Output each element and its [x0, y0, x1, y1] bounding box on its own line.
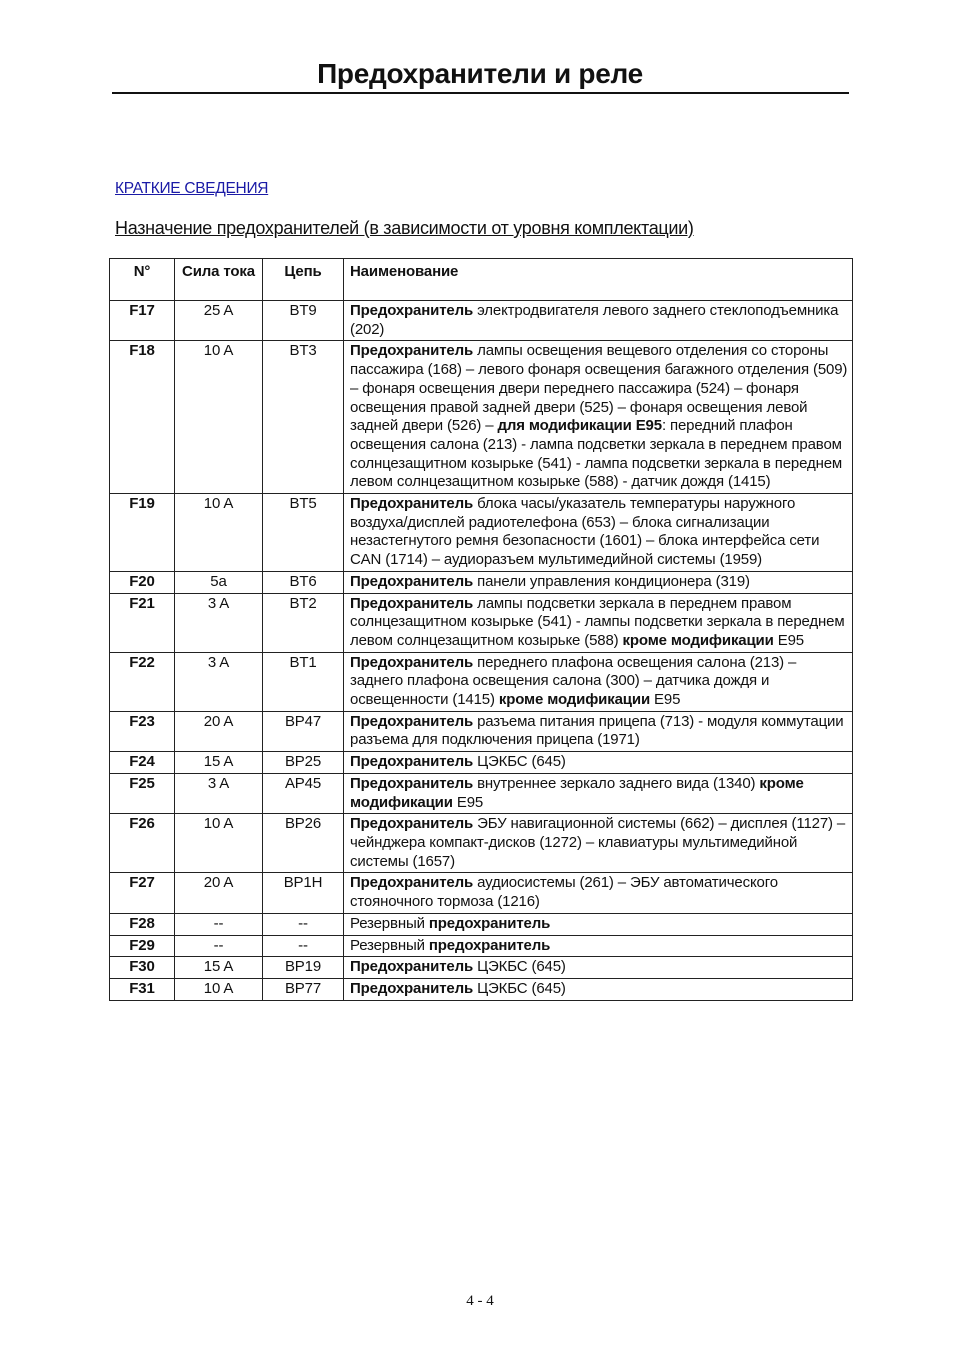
description-text: панели управления кондиционера (319) [473, 572, 750, 590]
fuse-description [344, 301, 853, 341]
fuse-current: -- [175, 913, 263, 935]
description-text: аудиосистемы (261) – ЭБУ автоматического стояночного тормоза (1216) [350, 874, 778, 911]
fuse-number: F26 [110, 814, 175, 873]
fuse-number: F30 [110, 957, 175, 979]
fuse-description [344, 341, 853, 494]
fuse-current: 15 A [175, 957, 263, 979]
column-header-current: Сила тока [175, 259, 263, 301]
fuse-description [344, 593, 853, 652]
table-row [110, 752, 853, 774]
fuse-current: 3 A [175, 773, 263, 813]
title-divider [112, 92, 849, 94]
description-bold-text: Предохранитель [350, 572, 474, 590]
fuse-number: F28 [110, 913, 175, 935]
description-bold-text: кроме модификации [622, 631, 774, 649]
table-row [110, 957, 853, 979]
fuse-number: F27 [110, 873, 175, 913]
fuse-circuit: BP25 [263, 752, 344, 774]
fuse-current: 25 A [175, 301, 263, 341]
fuse-circuit: BT6 [263, 571, 344, 593]
description-text: Резервный [350, 936, 429, 954]
description-text: ЭБУ навигационной системы (662) – дисплея (1127) – чейнджера компакт-дисков (1272) – клавиатуры мультимедийной системы (1657) [350, 815, 846, 870]
table-row [110, 873, 853, 913]
fuse-circuit: -- [263, 935, 344, 957]
fuse-number: F24 [110, 752, 175, 774]
fuse-number: F20 [110, 571, 175, 593]
description-text: ЦЭКБС (645) [473, 979, 566, 997]
fuse-number: F25 [110, 773, 175, 813]
fuse-circuit: BP1H [263, 873, 344, 913]
table-header-row [110, 259, 853, 301]
fuse-circuit: BT9 [263, 301, 344, 341]
fuse-description [344, 652, 853, 711]
description-text: лампы освещения вещевого отделения со стороны пассажира (168) – левого фонаря освещения багажного отделения (509) – фонаря освещения двери переднего пассажира (524) – фонаря освещения правой задней двери (525) – фонаря освещения левой задней двери (526) – [350, 342, 848, 435]
table-row [110, 935, 853, 957]
table-row [110, 978, 853, 1000]
fuse-description [344, 873, 853, 913]
column-header-circuit: Цепь [263, 259, 344, 301]
fuse-current: 10 A [175, 494, 263, 572]
description-text: : передний плафон освещения салона (213) - лампа подсветки зеркала в переднем правом солнцезащитном козырьке (541) - лампа подсветки зеркала в переднем левом солнцезащитном козырьке (588) - датчик дождя (1415) [350, 417, 843, 491]
description-bold-text: кроме модификации [350, 774, 804, 811]
fuse-current: 5a [175, 571, 263, 593]
description-text: Резервный [350, 914, 429, 932]
description-text: блока часы/указатель температуры наружного воздуха/дисплей радиотелефона (653) – блока сигнализации незастегнутого ремня безопасности (1601) – блока интерфейса сети CAN (1714) – аудиоразъем мультимедийной системы (1959) [350, 495, 820, 569]
fuse-circuit: BP77 [263, 978, 344, 1000]
fuse-current: 10 A [175, 341, 263, 494]
table-row [110, 814, 853, 873]
description-bold-text: Предохранитель [350, 815, 474, 833]
description-text: E95 [452, 793, 484, 811]
fuse-circuit: BP26 [263, 814, 344, 873]
fuse-description [344, 978, 853, 1000]
fuse-number: F31 [110, 978, 175, 1000]
fuse-circuit: BT3 [263, 341, 344, 494]
description-bold-text: Предохранитель [350, 495, 474, 513]
description-bold-text: для модификации E95 [497, 417, 662, 435]
fuse-current: 3 A [175, 593, 263, 652]
description-bold-text: предохранитель [428, 914, 551, 932]
section-link-summary[interactable]: КРАТКИЕ СВЕДЕНИЯ [115, 180, 269, 197]
fuse-circuit: BT2 [263, 593, 344, 652]
fuse-circuit: AP45 [263, 773, 344, 813]
description-bold-text: Предохранитель [350, 653, 474, 671]
fuse-current: -- [175, 935, 263, 957]
description-text: электродвигателя левого заднего стеклоподъемника (202) [350, 302, 839, 338]
description-text: лампы подсветки зеркала в переднем правом солнцезащитном козырьке (541) - лампы подсветки зеркала в переднем левом солнцезащитном козырьке (588) [350, 594, 845, 649]
column-header-name: Наименование [344, 259, 853, 301]
fuse-circuit: BP19 [263, 957, 344, 979]
fuse-current: 10 A [175, 814, 263, 873]
table-row [110, 773, 853, 813]
description-text: разъема питания прицепа (713) - модуля коммутации разъема для подключения прицепа (1971) [350, 712, 844, 749]
fuse-description [344, 957, 853, 979]
fuse-number: F23 [110, 711, 175, 751]
table-row [110, 494, 853, 572]
fuse-description [344, 571, 853, 593]
fuse-description [344, 814, 853, 873]
fuse-number: F29 [110, 935, 175, 957]
description-bold-text: Предохранитель [350, 594, 474, 612]
fuse-table [109, 258, 853, 1001]
table-row [110, 711, 853, 751]
table-row [110, 341, 853, 494]
page-number: 4 - 4 [466, 1293, 494, 1309]
description-bold-text: Предохранитель [350, 874, 474, 892]
fuse-circuit: BT1 [263, 652, 344, 711]
fuse-number: F17 [110, 301, 175, 341]
description-text: E95 [773, 631, 804, 649]
table-row [110, 652, 853, 711]
description-bold-text: Предохранитель [350, 712, 474, 730]
fuse-number: F19 [110, 494, 175, 572]
page-title: Предохранители и реле [317, 58, 643, 89]
description-text: внутреннее зеркало заднего вида (1340) [473, 774, 760, 792]
fuse-description [344, 773, 853, 813]
description-text: E95 [650, 691, 681, 709]
fuse-description [344, 752, 853, 774]
fuse-description [344, 913, 853, 935]
table-row [110, 301, 853, 341]
description-bold-text: Предохранитель [350, 979, 474, 997]
fuse-current: 15 A [175, 752, 263, 774]
description-bold-text: Предохранитель [350, 774, 474, 792]
fuse-number: F18 [110, 341, 175, 494]
description-bold-text: предохранитель [428, 936, 551, 954]
description-text: переднего плафона освещения салона (213) – заднего плафона освещения салона (300) – датчика дождя и освещенности (1415) [350, 653, 797, 709]
fuse-number: F22 [110, 652, 175, 711]
description-bold-text: Предохранитель [350, 342, 474, 360]
description-text: ЦЭКБС (645) [473, 753, 566, 771]
description-bold-text: Предохранитель [350, 302, 474, 319]
fuse-circuit: BP47 [263, 711, 344, 751]
table-row [110, 913, 853, 935]
column-header-number: N° [110, 259, 175, 301]
fuse-circuit: BT5 [263, 494, 344, 572]
table-row [110, 571, 853, 593]
fuse-circuit: -- [263, 913, 344, 935]
description-text: ЦЭКБС (645) [473, 958, 566, 976]
fuse-current: 3 A [175, 652, 263, 711]
table-row [110, 593, 853, 652]
fuse-number: F21 [110, 593, 175, 652]
section-subtitle: Назначение предохранителей (в зависимости от уровня комплектации) [115, 218, 694, 238]
fuse-current: 20 A [175, 711, 263, 751]
fuse-current: 20 A [175, 873, 263, 913]
fuse-current: 10 A [175, 978, 263, 1000]
description-bold-text: кроме модификации [498, 691, 651, 709]
description-bold-text: Предохранитель [350, 753, 474, 771]
fuse-description [344, 935, 853, 957]
fuse-description [344, 711, 853, 751]
description-bold-text: Предохранитель [350, 958, 474, 976]
fuse-description [344, 494, 853, 572]
